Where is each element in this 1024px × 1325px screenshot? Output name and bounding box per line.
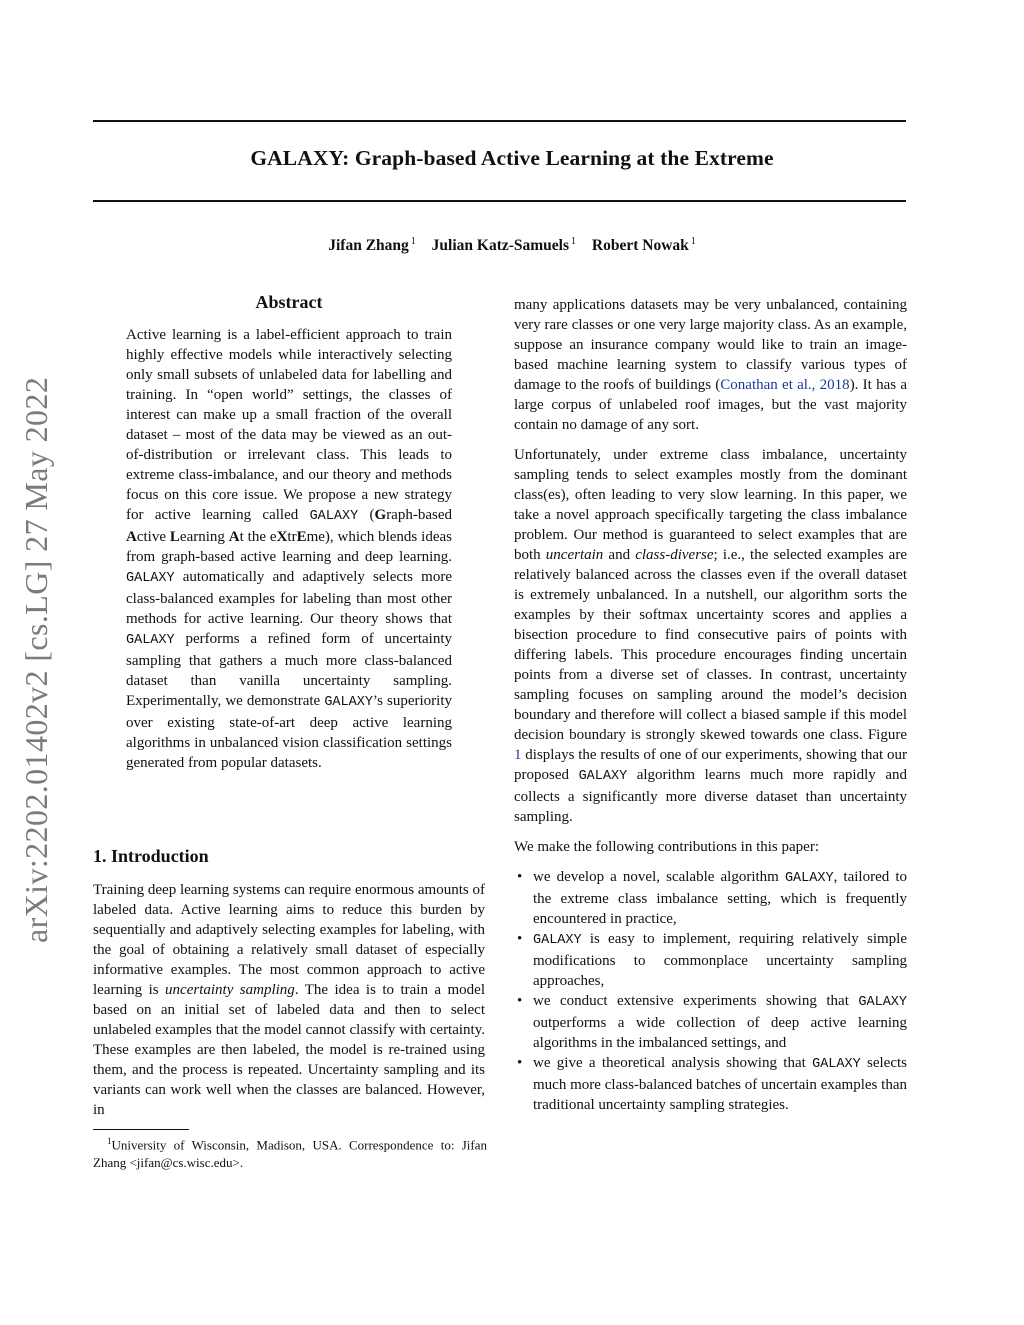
right-column bbox=[514, 295, 907, 1115]
author-1: Jifan Zhang $^1$ bbox=[328, 236, 416, 255]
list-item: • we conduct extensive experiments showing that GALAXY outperforms a wide collection of deep active learning algorithms in the imbalanced settings, and bbox=[517, 993, 907, 1051]
title-bottom-rule bbox=[93, 200, 906, 202]
introduction-paragraph: Training deep learning systems can require enormous amounts of labeled data. Active learning aims to reduce this burden by sequentially and adaptively selecting examples for labeling, with the goal of obtaining a relatively small dataset of especially informative examples. The most common approach to active learning is uncertainty sampling. The idea is to train a model based on an initial set of labeled data and then to select unlabeled examples that the model cannot classify with certainty. These examples are then labeled, the model is re-trained using them, and the process is repeated. Uncertainty sampling and its variants can work well when the classes are balanced. However, in bbox=[93, 882, 486, 1118]
paper-title: GALAXY: Graph-based Active Learning at the Extreme bbox=[250, 146, 774, 170]
list-item: • we develop a novel, scalable algorithm GALAXY, tailored to the extreme class imbalance setting, which is frequently encountered in practice, bbox=[517, 869, 907, 927]
footnote: $^1$University of Wisconsin, Madison, USA. Correspondence to: Jifan Zhang <jifan@cs.wisc.edu>. bbox=[93, 1136, 487, 1171]
arxiv-identifier: arXiv:2202.01402v2 [cs.LG] 27 May 2022 bbox=[18, 376, 54, 943]
paragraph-method-overview: Unfortunately, under extreme class imbalance, uncertainty sampling tends to select examples mostly from the dominant class(es), often leading to very slow learning. In this paper, we take a novel approach specifically targeting the class imbalance problem. Our method is guaranteed to select examples that are both uncertain and class-diverse; i.e., the selected examples are relatively balanced across the classes even if the overall dataset is extremely unbalanced. In a nutshell, our algorithm sorts the examples by their softmax uncertainty scores and applies a bisection procedure to find consecutive pairs of points with differing labels. This procedure encourages finding uncertain points from a diverse set of classes. In contrast, uncertainty sampling focuses on sampling around the model’s decision boundary and therefore will collect a biased sample if this model decision boundary is strongly skewed towards one class. Figure 1 displays the results of one of our experiments, showing that our proposed GALAXY algorithm learns much more rapidly and collects a significantly more diverse dataset than uncertainty sampling. bbox=[514, 447, 907, 825]
footnote-rule bbox=[93, 1129, 189, 1130]
abstract-heading: Abstract bbox=[255, 292, 323, 312]
citation-conathan-2018[interactable]: Conathan et al., 2018 bbox=[720, 377, 850, 393]
section-heading-introduction: 1. Introduction bbox=[93, 846, 209, 866]
author-list bbox=[0, 236, 1024, 255]
contributions-list bbox=[514, 867, 907, 1115]
list-item: • GALAXY is easy to implement, requiring relatively simple modifications to commonplace uncertainty sampling approaches, bbox=[517, 931, 907, 989]
author-2: Julian Katz-Samuels $^1$ bbox=[431, 236, 577, 255]
top-rule bbox=[93, 120, 906, 122]
author-3: Robert Nowak $^1$ bbox=[591, 236, 696, 255]
paragraph-applications: many applications datasets may be very unbalanced, containing very rare classes or one very large majority class. As an example, suppose an insurance company would like to train an image-based machine learning system to classify various types of damage to the roofs of buildings (Conathan et al., 2018). It has a large corpus of unlabeled roof images, but the vast majority contain no damage of any sort. bbox=[514, 297, 907, 433]
paragraph-contributions-intro: We make the following contributions in this paper: bbox=[514, 839, 819, 855]
figure-1-reference[interactable]: 1 bbox=[514, 747, 522, 763]
list-item: • we give a theoretical analysis showing that GALAXY selects much more class-balanced batches of uncertain examples than traditional uncertainty sampling strategies. bbox=[517, 1055, 907, 1113]
abstract-text: Active learning is a label-efficient approach to train highly effective models while interactively selecting only small subsets of unlabeled data for labelling and training. In “open world” settings, the classes of interest can make up a small fraction of the overall dataset – most of the data may be viewed as an out-of-distribution or irrelevant class. This leads to extreme class-imbalance, and our theory and methods focus on this core issue. We propose a new strategy for active learning called GALAXY (Graph-based Active Learning At the eXtrEme), which blends ideas from graph-based active learning and deep learning. GALAXY automatically and adaptively selects more class-balanced examples for labeling than most other methods for active learning. Our theory shows that GALAXY performs a refined form of uncertainty sampling that gathers a much more class-balanced dataset than vanilla uncertainty sampling. Experimentally, we demonstrate GALAXY’s superiority over existing state-of-art deep active learning algorithms in unbalanced vision classification settings generated from popular datasets. bbox=[126, 327, 453, 771]
